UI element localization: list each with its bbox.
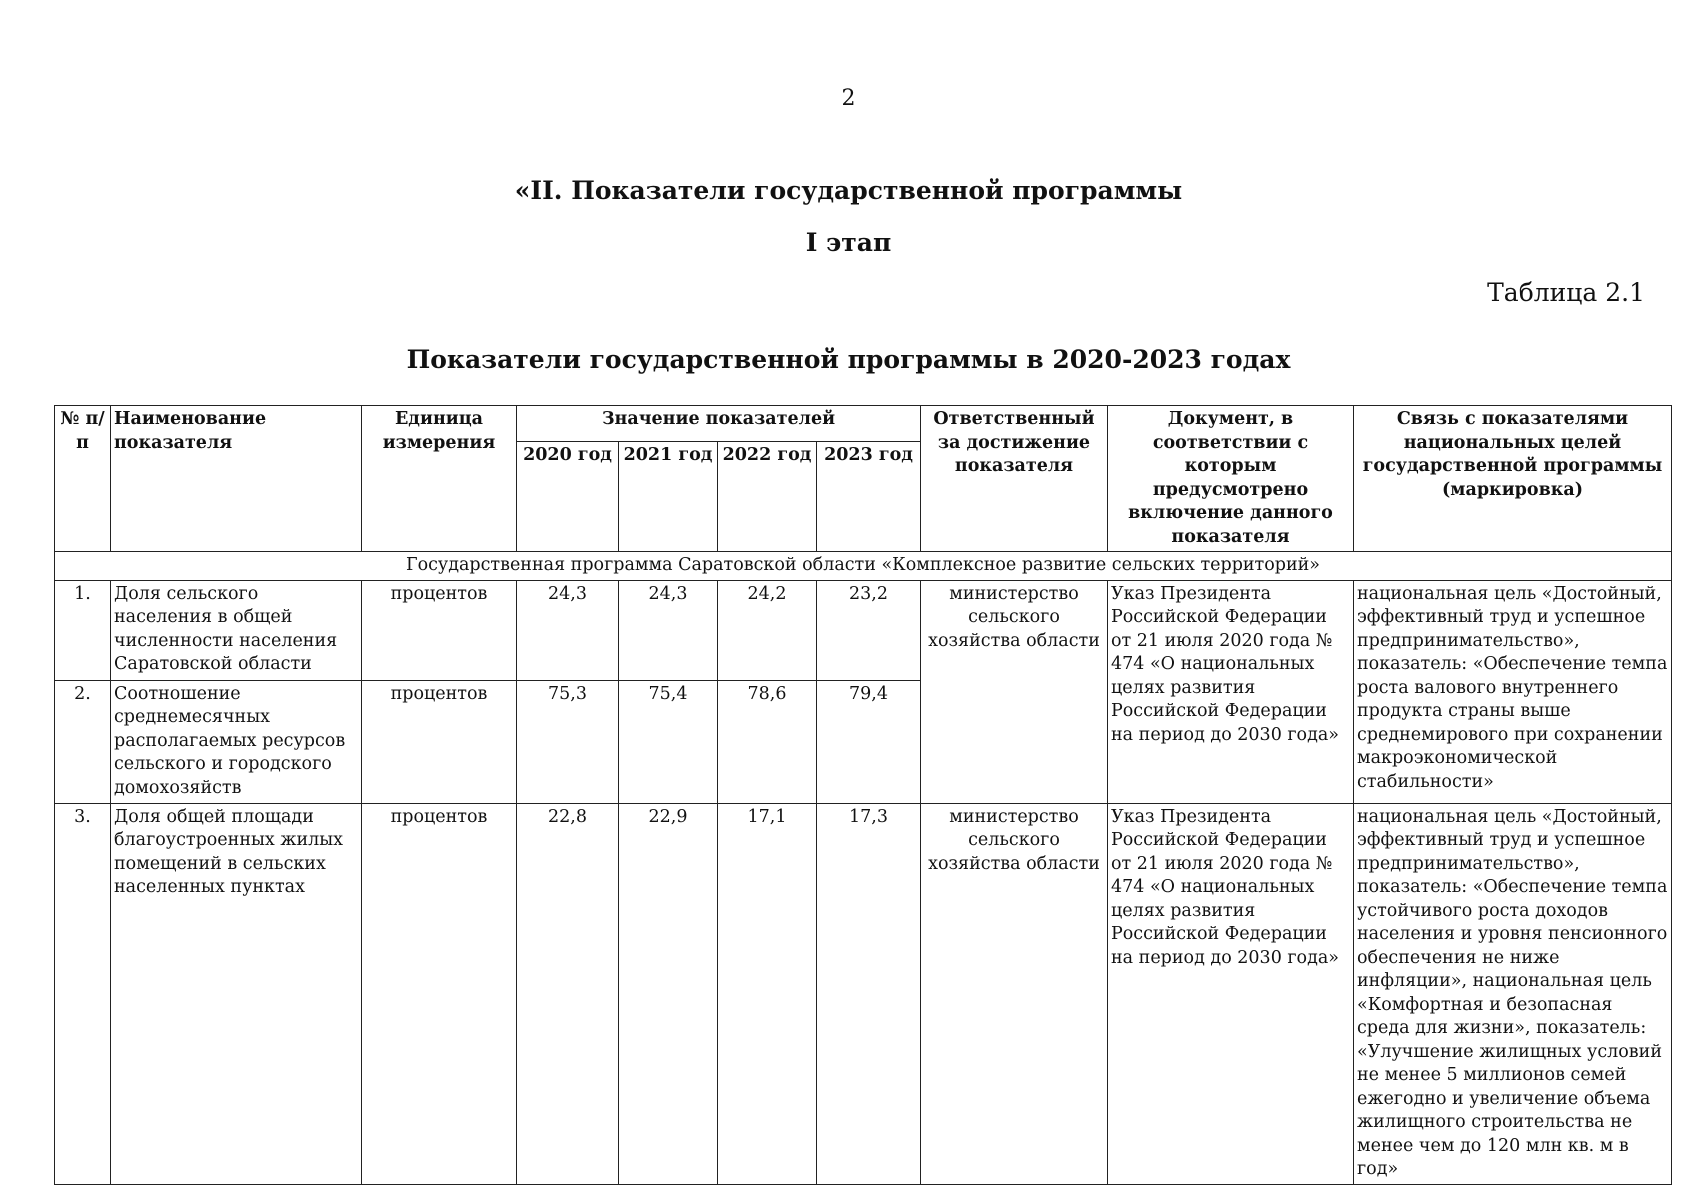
row-value-2021: 24,3 [619, 580, 718, 680]
row-name: Соотношение среднемесячных располагаемых ресурсов сельского и городского домохозяйств [111, 680, 362, 803]
row-value-2022: 78,6 [718, 680, 817, 803]
header-year-2023: 2023 год [817, 441, 921, 551]
header-name: Наименование показателя [111, 406, 362, 552]
indicators-table [54, 405, 1672, 1185]
header-num: № п/п [55, 406, 111, 552]
header-year-2020: 2020 год [517, 441, 619, 551]
row-name: Доля сельского населения в общей численности населения Саратовской области [111, 580, 362, 680]
row-value-2021: 75,4 [619, 680, 718, 803]
header-year-2021: 2021 год [619, 441, 718, 551]
table-label: Таблица 2.1 [1487, 278, 1645, 307]
group1-link: национальная цель «Достойный, эффективный труд и успешное предпринимательство», показатель: «Обеспечение темпа роста валового внутреннего продукта страны выше среднемирового при сохранении макроэкономической стабильности» [1354, 580, 1672, 803]
section-title: «II. Показатели государственной программы [514, 176, 1183, 205]
table-row [55, 580, 1672, 680]
row-num: 3. [55, 803, 111, 1184]
header-values-group: Значение показателей [517, 406, 921, 442]
table-caption: Показатели государственной программы в 2020-2023 годах [406, 345, 1291, 374]
row-value-2022: 24,2 [718, 580, 817, 680]
row-value-2023: 79,4 [817, 680, 921, 803]
header-link: Связь с показателями национальных целей государственной программы (маркировка) [1354, 406, 1672, 552]
group2-responsible: министерство сельского хозяйства области [921, 803, 1108, 1184]
row-num: 2. [55, 680, 111, 803]
row-value-2023: 23,2 [817, 580, 921, 680]
row-value-2021: 22,9 [619, 803, 718, 1184]
row-name: Доля общей площади благоустроенных жилых помещений в сельских населенных пунктах [111, 803, 362, 1184]
group1-responsible: министерство сельского хозяйства области [921, 580, 1108, 803]
row-value-2020: 22,8 [517, 803, 619, 1184]
row-unit: процентов [362, 580, 517, 680]
group1-document: Указ Президента Российской Федерации от 21 июля 2020 года № 474 «О национальных целях развития Российской Федерации на период до 2030 года» [1108, 580, 1354, 803]
row-value-2022: 17,1 [718, 803, 817, 1184]
row-value-2020: 24,3 [517, 580, 619, 680]
header-responsible: Ответственный за достижение показателя [921, 406, 1108, 552]
program-section-row: Государственная программа Саратовской области «Комплексное развитие сельских территорий» [55, 552, 1672, 581]
row-num: 1. [55, 580, 111, 680]
group2-link: национальная цель «Достойный, эффективный труд и успешное предпринимательство», показатель: «Обеспечение темпа устойчивого роста доходов населения и уровня пенсионного обеспечения не ниже инфляции», национальная цель «Комфортная и безопасная среда для жизни», показатель: «Улучшение жилищных условий не менее 5 миллионов семей ежегодно и увеличение объема жилищного строительства не менее чем до 120 млн кв. м в год» [1354, 803, 1672, 1184]
table-row [55, 803, 1672, 1184]
row-value-2020: 75,3 [517, 680, 619, 803]
header-year-2022: 2022 год [718, 441, 817, 551]
header-document: Документ, в соответствии с которым предусмотрено включение данного показателя [1108, 406, 1354, 552]
row-value-2023: 17,3 [817, 803, 921, 1184]
row-unit: процентов [362, 803, 517, 1184]
page-number: 2 [841, 86, 856, 111]
header-unit: Единица измерения [362, 406, 517, 552]
group2-document: Указ Президента Российской Федерации от 21 июля 2020 года № 474 «О национальных целях развития Российской Федерации на период до 2030 года» [1108, 803, 1354, 1184]
row-unit: процентов [362, 680, 517, 803]
stage-title: I этап [805, 228, 892, 257]
